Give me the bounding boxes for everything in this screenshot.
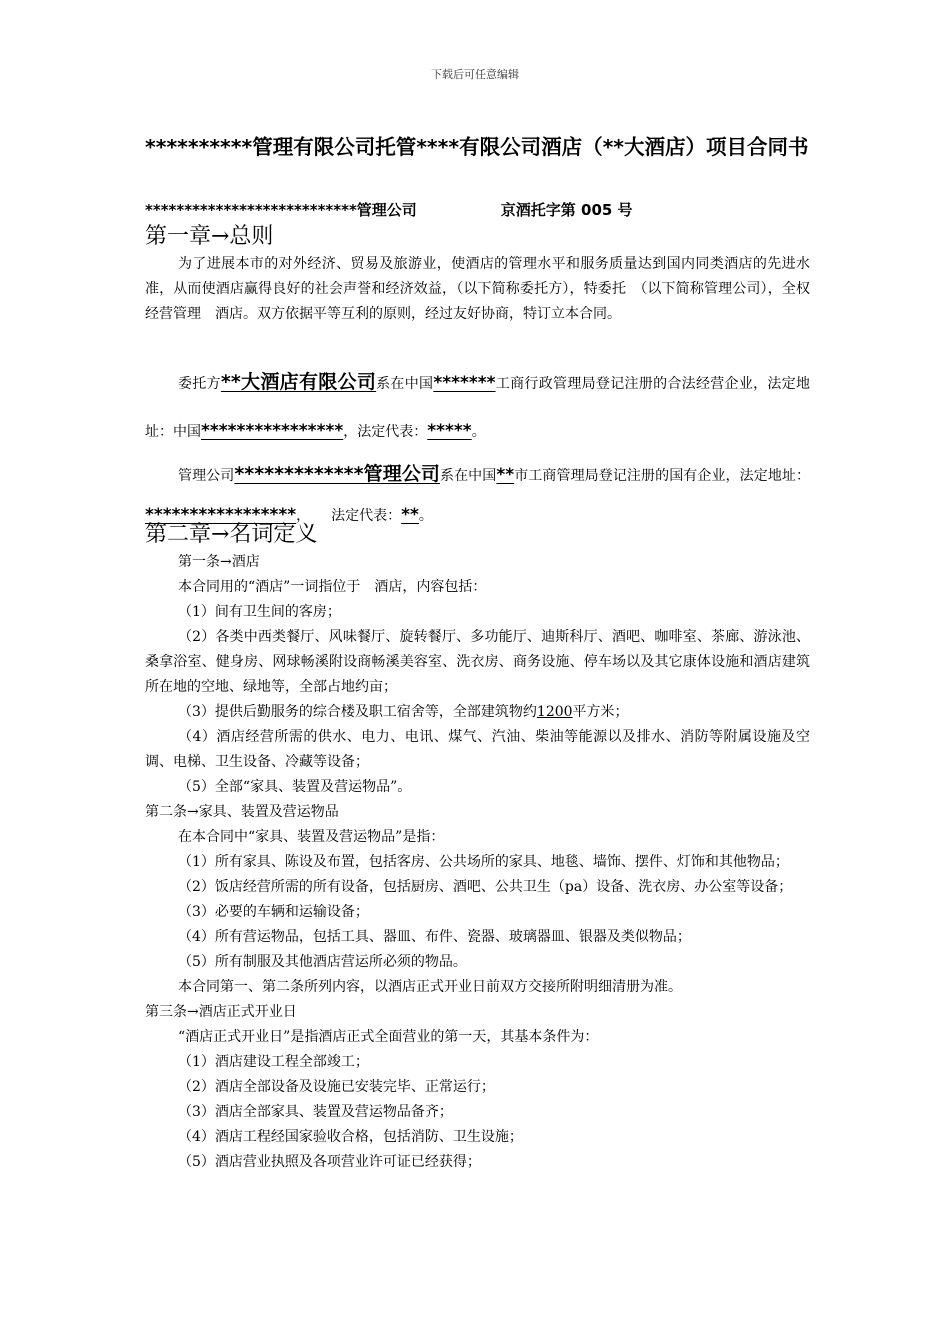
text-span: 。 xyxy=(471,424,486,440)
principal-place: ******* xyxy=(433,373,496,393)
contract-number: 京酒托字第 005 号 xyxy=(500,201,633,219)
article-2-intro: 在本合同中“家具、装置及营运物品”是指： xyxy=(178,829,445,845)
principal-name: **大酒店有限公司 xyxy=(220,371,377,393)
document-title: **********管理有限公司托管****有限公司酒店（**大酒店）项目合同书 xyxy=(145,135,809,159)
manager-address: ***************** xyxy=(145,505,297,525)
article-2-item: （2）饭店经营所需的所有设备，包括厨房、酒吧、公共卫生（pa）设备、洗衣房、办公室等设备； xyxy=(178,879,793,895)
article-3-item: （5）酒店营业执照及各项营业许可证已经获得； xyxy=(178,1154,481,1170)
text-span: 管理公司 xyxy=(178,468,235,484)
article-2-item: （1）所有家具、陈设及布置，包括客房、公共场所的家具、地毯、墙饰、摆件、灯饰和其他物品； xyxy=(178,854,789,870)
article-1-item: （2）各类中西类餐厅、风味餐厅、旋转餐厅、多功能厅、迪斯科厅、酒吧、咖啡室、茶廊、游泳池、桑拿浴室、健身房、网球畅⁠溪附设商畅⁠溪美容室、洗衣房、商务设施、停车场以及其它康体设施和酒店建筑所在地的空地、绿地等，全部占地约亩； xyxy=(145,629,810,695)
text-span: 委托方 xyxy=(178,376,221,392)
article-3-item: （3）酒店全部家具、装置及营运物品备齐； xyxy=(178,1104,453,1120)
chapter-1-intro: 为了进展本市的对外经济、贸易及旅游业，使酒店的管理水平和服务质量达到国内同类酒店的先进水准，从而使酒店赢得良好的社会声誉和经济效益，（以下简称委托方），特委托 （以下简称管理公司），全权经营管理 酒店。双方依据平等互利的原则，经过友好协商，特订立本合同。 xyxy=(145,256,810,322)
text-span: 市工商管理局登记注册的国有企业，法定地址： xyxy=(514,468,811,484)
article-3-item: （4）酒店工程经国家验收合格，包括消防、卫生设施； xyxy=(178,1129,523,1145)
article-1-item xyxy=(145,700,810,725)
principal-address: **************** xyxy=(201,421,344,441)
manager-place: ** xyxy=(496,465,515,485)
manager-name: *************管理公司 xyxy=(234,463,440,485)
article-2-title: 第二条→家具、装置及营运物品 xyxy=(145,804,339,820)
principal-representative: ***** xyxy=(427,421,472,441)
article-1-item: （5）全部“家具、装置及营运物品”。 xyxy=(178,779,412,795)
text-span: 系在中国 xyxy=(376,376,434,392)
article-2-note: 本合同第一、第二条所列内容，以酒店正式开业日前双方交接所附明细清册为准。 xyxy=(178,979,682,995)
article-1-item: （1）间有卫生间的客房； xyxy=(178,604,341,620)
text-span: 系在中国 xyxy=(439,468,497,484)
text-span: ， 法定代表： xyxy=(296,508,402,524)
issuer-company: ***************************管理公司 xyxy=(145,201,417,219)
chapter-1-heading: 第一章→总则 xyxy=(145,224,274,249)
text-span: 。 xyxy=(418,508,433,524)
article-3-intro: “酒店正式开业日”是指酒店正式全面营业的第一天，其基本条件为： xyxy=(178,1029,599,1045)
article-3-title: 第三条→酒店正式开业日 xyxy=(145,1004,297,1020)
chapter-2 xyxy=(145,520,810,1175)
manager-representative: ** xyxy=(401,505,419,525)
building-area: 1200 xyxy=(536,704,573,720)
article-1-title: 第一条→酒店 xyxy=(178,554,260,570)
page-header: 下载后可任意编辑 xyxy=(431,68,519,81)
article-1-item: （4）酒店经营所需的供水、电力、电讯、煤气、汽油、柴油等能源以及排水、消防等附属设施及空调、电梯、卫生设备、冷藏等设备； xyxy=(145,729,810,770)
text-span: 平方米； xyxy=(572,704,629,720)
chapter-2-heading: 第二章→名词定义 xyxy=(145,522,318,547)
article-3-item: （1）酒店建设工程全部竣工； xyxy=(178,1054,369,1070)
principal-paragraph xyxy=(145,359,810,456)
article-2-item: （5）所有制服及其他酒店营运所必须的物品。 xyxy=(178,954,467,970)
text-span: ，法定代表： xyxy=(343,424,428,440)
article-1-intro: 本合同用的“酒店”一词指位于 酒店，内容包括： xyxy=(178,579,487,595)
article-2-item: （4）所有营运物品，包括工具、器皿、布件、瓷器、玻璃器皿、银器及类似物品； xyxy=(178,929,691,945)
text-span: 工商行政管理局登记注册的合法经营企业，法定地址：中国 xyxy=(145,376,811,440)
text-span: （3）提供后勤服务的综合楼及职工宿舍等，全部建筑物约 xyxy=(178,704,537,720)
chapter-1 xyxy=(145,222,810,327)
article-3-item: （2）酒店全部设备及设施已安装完毕、正常运行； xyxy=(178,1079,495,1095)
contract-number-line xyxy=(145,199,815,221)
article-2-item: （3）必要的车辆和运输设备； xyxy=(178,904,369,920)
